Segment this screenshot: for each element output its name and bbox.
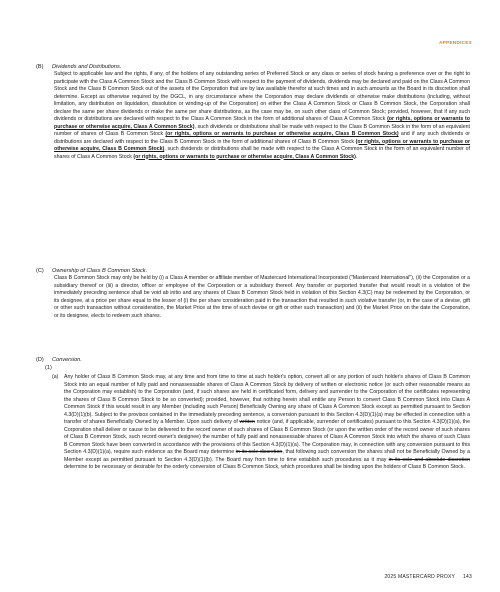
section-b-label: (B) bbox=[36, 64, 44, 70]
deleted-text: in its sole discretion bbox=[235, 449, 283, 455]
text-run: , such dividends or distributions shall be made with respect to the Class B Common Stock in the form of an equivalent number of shares of Class B Common Stock bbox=[54, 123, 470, 137]
section-c-label: (C) bbox=[36, 268, 44, 274]
subsection-1a bbox=[52, 374, 470, 472]
section-d bbox=[36, 357, 470, 472]
footer-doc-title: 2025 MASTERCARD PROXY bbox=[384, 574, 456, 580]
text-run: notice (and, if applicable, surrender of certificates) pursuant to this Section 4.3(D)(1)(a), the Corporation shall deliver or cause to be delivered to the record owner of such shares of Class B Common Stock (or upon the written order of the record owner of such shares of Class B Common Stock, such record owner's designee) the number of fully paid and nonassessable shares of Class A Common Stock into which the shares of such Class B Common Stock have been converted in accordance with the provisions of this Section 4.3(D)(1)(a). The Corporation may, in connection with any conversion pursuant to this Section 4.3(D)(1)(a), require such evidence as the Board may determine bbox=[64, 419, 470, 455]
subsection-1a-body bbox=[64, 374, 470, 472]
inserted-text: (or rights, options or warrants to purchase or otherwise acquire, Class B Common Stock) bbox=[54, 138, 470, 152]
text-run: determine to be necessary or desirable for the orderly conversion of Class B Common Stock, which procedures shall be binding upon the holders of Class B Common Stock. bbox=[64, 464, 465, 470]
section-b-heading bbox=[36, 64, 470, 71]
text-run: Subject to applicable law and the rights, if any, of the holders of any outstanding series of Preferred Stock or any class or series of stock having a preference over or the right to participate with the Class A Common Stock and the Class B Common Stock with respect to the payment of dividends, dividends may be declared and paid on the Class A Common Stock and the Class B Common Stock out of the assets of the Corporation that are by law available therefor at such times and in such amounts as the Board in its discretion shall determine. Except as otherwise required by the DGCL, in any circumstance where the Corporation may declare dividends or otherwise make distributions (including, without limitation, any distribution on liquidation, dissolution or winding-up of the Corporation) on either the Class A Common Stock or Class B Common Stock, the Corporation shall declare the same per share dividends or make the same per share distributions, as the case may be, on such other class of Common Stock; provided, however, that if any such dividends or distributions are declared with respect to the Class A Common Stock in the form of additional shares of Class A Common Stock bbox=[54, 71, 470, 122]
inserted-text: (or rights, options or warrants to purchase or otherwise acquire, Class B Common Stock) bbox=[165, 131, 399, 137]
section-d-heading bbox=[36, 357, 470, 364]
deleted-text: written bbox=[239, 419, 255, 425]
page-footer bbox=[384, 574, 472, 580]
section-c-body: Class B Common Stock may only be held by (i) a Class A member or affiliate member of Mastercard International Incorporated ("Mastercard International"), (ii) the Corporation or a subsidiary thereof or (iii) a director, officer or employee of the Corporation or a subsidiary thereof. Any transfer or purported transfer that would result in a violation of the immediately preceding sentence shall be void ab initio and any shares of Class B Common Stock held in violation of this Section 4.3(C) may be redeemed by the Corporation, or its designee, at a price per share equal to the lesser of (i) the per share consideration paid in the transaction that resulted in such violative transfer (or, in the case of a devise, gift or other such transaction without consideration, the Market Price at the time of such devise or gift or other such transaction) and (ii) the Market Price on the date the Corporation, or its designee, elects to redeem such shares. bbox=[54, 275, 470, 319]
section-d-title: Conversion. bbox=[52, 357, 82, 363]
section-d-label: (D) bbox=[36, 357, 44, 363]
subsection-1a-label: (a) bbox=[52, 374, 59, 380]
running-header: APPENDICES bbox=[439, 40, 472, 45]
text-run: , that following such conversion the shares shall not be Beneficially Owned by a Member except as permitted pursuant to Section 4.3(D)(1)(b). The Board may from time to time establish such procedures as it may bbox=[64, 449, 470, 463]
text-run: Any holder of Class B Common Stock may, at any time and from time to time at such holder's option, convert all or any portion of such holder's shares of Class B Common Stock into an equal number of fully paid and nonassessable shares of Class A Common Stock by delivery of written or electronic notice (or such other reasonable means as the Corporation may establish) to the Corporation (and, if such shares are held in certificated form, delivery and surrender to the Corporation of the certificates representing the shares of Class B Common Stock to be so converted); provided, however, that nothing herein shall entitle any Person to convert Class B Common Stock into Class A Common Stock if this would result in any Member (including such Person) Beneficially Owning any share of Class A Common Stock except as permitted pursuant to Section 4.3(D)(1)(b). Subject to the provisos contained in the immediately preceding sentence, a conversion pursuant to this Section 4.3(D)(1)(a) may be effected in connection with a transfer of shares Beneficially Owned by a Member. Upon such delivery of bbox=[64, 374, 470, 425]
section-c-heading bbox=[36, 268, 470, 275]
text-run: , such dividends or distributions shall be made with respect to the Class A Common Stock in the form of an equivalent number of shares of Class A Common Stock bbox=[54, 146, 470, 160]
section-b-title: Dividends and Distributions. bbox=[52, 64, 122, 70]
text-run: and if any such dividends or distributions are declared with respect to the Class B Common Stock in the form of additional shares of Class B Common Stock bbox=[54, 131, 470, 145]
text-run: . bbox=[355, 153, 358, 160]
subsection-1-label: (1) bbox=[45, 365, 52, 371]
inserted-text: (or rights, options or warrants to purchase or otherwise acquire, Class A Common Stock) bbox=[133, 153, 356, 160]
section-c-title: Ownership of Class B Common Stock. bbox=[52, 268, 148, 274]
section-b-body bbox=[54, 71, 470, 161]
page-number: 143 bbox=[463, 574, 472, 580]
section-c bbox=[36, 268, 470, 320]
deleted-text: in its sole and absolute discretion bbox=[388, 456, 470, 463]
inserted-text: (or rights, options or warrants to purchase or otherwise acquire, Class A Common Stock) bbox=[54, 116, 470, 130]
section-b bbox=[36, 64, 470, 161]
